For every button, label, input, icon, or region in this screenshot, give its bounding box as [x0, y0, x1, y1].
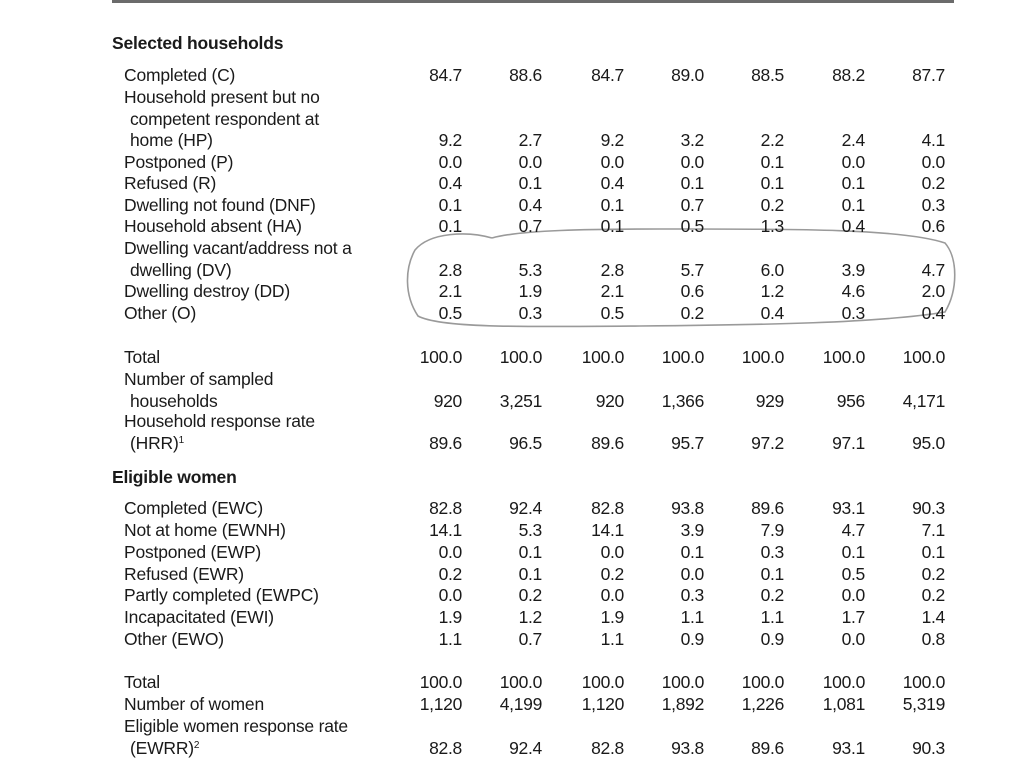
table-cell: 95.7 — [671, 432, 704, 453]
table-cell: 0.3 — [518, 303, 542, 323]
row-label: Other (EWO) — [124, 629, 224, 649]
table-cell: 0.1 — [438, 195, 462, 215]
table-cell: 0.8 — [921, 629, 945, 649]
row-label: Postponed (P) — [124, 152, 234, 172]
table-cell: 0.0 — [841, 152, 865, 172]
table-cell: 0.0 — [518, 152, 542, 172]
table-cell: 956 — [836, 390, 865, 411]
table-cell: 1.4 — [921, 607, 945, 627]
table-cell: 0.1 — [921, 542, 945, 562]
table-cell: 0.4 — [841, 216, 865, 236]
table-cell: 0.5 — [841, 564, 865, 584]
table-cell: 0.1 — [518, 542, 542, 562]
table-cell: 1.7 — [841, 607, 865, 627]
table-cell: 4.7 — [921, 259, 945, 280]
table-cell: 4,199 — [499, 694, 542, 714]
row-label: Other (O) — [124, 303, 197, 323]
table-cell: 89.0 — [671, 65, 704, 85]
table-cell: 0.1 — [438, 216, 462, 236]
table-cell: 0.2 — [921, 585, 945, 605]
table-cell: 6.0 — [760, 259, 784, 280]
table-cell: 92.4 — [509, 737, 542, 758]
table-cell: 0.5 — [680, 216, 704, 236]
table-cell: 88.2 — [832, 65, 865, 85]
table-cell: 0.4 — [600, 173, 624, 193]
table-cell: 2.1 — [438, 281, 462, 301]
table-cell: 100.0 — [499, 347, 542, 367]
table-cell: 82.8 — [591, 737, 624, 758]
table-cell: 1.1 — [600, 629, 624, 649]
table-cell: 0.7 — [680, 195, 704, 215]
table-top-rule — [112, 0, 954, 3]
table-cell: 0.5 — [438, 303, 462, 323]
table-cell: 100.0 — [499, 672, 542, 692]
table-cell: 0.9 — [760, 629, 784, 649]
table-cell: 89.6 — [751, 737, 784, 758]
table-cell: 0.1 — [760, 152, 784, 172]
row-label: competent respondent at — [130, 108, 320, 129]
table-cell: 84.7 — [591, 65, 624, 85]
table-cell: 0.2 — [518, 585, 542, 605]
table-cell: 89.6 — [429, 432, 462, 453]
table-cell: 97.2 — [751, 432, 784, 453]
table-cell: 93.1 — [832, 498, 865, 518]
table-cell: 0.1 — [760, 173, 784, 193]
table-cell: 0.4 — [518, 195, 542, 215]
table-cell: 96.5 — [509, 432, 542, 453]
table-cell: 2.8 — [438, 259, 462, 280]
table-cell: 0.1 — [600, 216, 624, 236]
row-label: households — [130, 390, 218, 411]
table-cell: 2.0 — [921, 281, 945, 301]
table-cell: 3,251 — [499, 390, 542, 411]
table-cell: 82.8 — [429, 498, 462, 518]
table-cell: 82.8 — [591, 498, 624, 518]
row-label: Household absent (HA) — [124, 216, 302, 236]
table-cell: 93.1 — [832, 737, 865, 758]
table-cell: 3.2 — [680, 130, 704, 150]
table-cell: 100.0 — [741, 672, 784, 692]
table-cell: 0.1 — [518, 173, 542, 193]
table-cell: 9.2 — [600, 130, 624, 150]
row-label: dwelling (DV) — [130, 259, 232, 280]
row-label: Dwelling vacant/address not a — [124, 238, 352, 258]
table-cell: 14.1 — [591, 520, 624, 540]
row-label: Number of women — [124, 694, 264, 714]
table-cell: 97.1 — [832, 432, 865, 453]
table-cell: 0.0 — [921, 152, 945, 172]
table-cell: 100.0 — [581, 672, 624, 692]
table-cell: 1,366 — [661, 390, 704, 411]
row-label: Total — [124, 672, 160, 692]
row-label: Completed (EWC) — [124, 498, 263, 518]
row-label: Not at home (EWNH) — [124, 520, 286, 540]
table-cell: 100.0 — [902, 672, 945, 692]
table-cell: 9.2 — [438, 130, 462, 150]
row-label: Refused (EWR) — [124, 564, 244, 584]
table-cell: 0.6 — [921, 216, 945, 236]
row-label: Household response rate — [124, 411, 315, 431]
table-cell: 0.1 — [600, 195, 624, 215]
table-cell: 3.9 — [841, 259, 865, 280]
table-cell: 1,120 — [581, 694, 624, 714]
table-cell: 0.1 — [680, 542, 704, 562]
row-label: Total — [124, 347, 160, 367]
table-cell: 0.2 — [921, 564, 945, 584]
table-cell: 0.1 — [841, 195, 865, 215]
row-label: (HRR)$^1$ — [130, 432, 184, 453]
table-cell: 1.1 — [438, 629, 462, 649]
footnote-marker: 1 — [178, 434, 184, 446]
table-cell: 4.1 — [921, 130, 945, 150]
table-cell: 100.0 — [661, 672, 704, 692]
table-cell: 82.8 — [429, 737, 462, 758]
table-cell: 5,319 — [902, 694, 945, 714]
table-cell: 5.3 — [518, 520, 542, 540]
table-cell: 88.6 — [509, 65, 542, 85]
table-cell: 2.7 — [518, 130, 542, 150]
table-cell: 88.5 — [751, 65, 784, 85]
table-cell: 84.7 — [429, 65, 462, 85]
table-cell: 920 — [595, 390, 624, 411]
table-cell: 100.0 — [822, 347, 865, 367]
table-cell: 0.2 — [600, 564, 624, 584]
table-cell: 0.0 — [438, 542, 462, 562]
table-cell: 7.9 — [760, 520, 784, 540]
table-cell: 0.1 — [680, 173, 704, 193]
table-cell: 0.2 — [438, 564, 462, 584]
table-cell: 0.3 — [680, 585, 704, 605]
table-cell: 87.7 — [912, 65, 945, 85]
table-cell: 0.2 — [921, 173, 945, 193]
table-cell: 2.2 — [760, 130, 784, 150]
table-cell: 3.9 — [680, 520, 704, 540]
table-cell: 14.1 — [429, 520, 462, 540]
row-label: Refused (R) — [124, 173, 217, 193]
table-cell: 1,226 — [741, 694, 784, 714]
table-cell: 90.3 — [912, 498, 945, 518]
table-cell: 5.3 — [518, 259, 542, 280]
table-cell: 89.6 — [751, 498, 784, 518]
table-cell: 1.9 — [518, 281, 542, 301]
table-cell: 0.7 — [518, 216, 542, 236]
table-cell: 1.2 — [760, 281, 784, 301]
table-cell: 0.3 — [760, 542, 784, 562]
table-cell: 0.0 — [600, 152, 624, 172]
table-cell: 4.7 — [841, 520, 865, 540]
table-cell: 1.1 — [680, 607, 704, 627]
row-label: Dwelling destroy (DD) — [124, 281, 290, 301]
table-cell: 0.7 — [518, 629, 542, 649]
table-cell: 0.5 — [600, 303, 624, 323]
table-cell: 100.0 — [902, 347, 945, 367]
row-label: Dwelling not found (DNF) — [124, 195, 316, 215]
table-cell: 0.3 — [841, 303, 865, 323]
table-cell: 0.0 — [438, 152, 462, 172]
table-cell: 100.0 — [581, 347, 624, 367]
table-cell: 0.1 — [518, 564, 542, 584]
table-cell: 0.2 — [680, 303, 704, 323]
row-label: home (HP) — [130, 130, 213, 150]
table-cell: 0.0 — [600, 542, 624, 562]
table-cell: 89.6 — [591, 432, 624, 453]
table-cell: 0.0 — [841, 629, 865, 649]
table-cell: 90.3 — [912, 737, 945, 758]
table-cell: 100.0 — [661, 347, 704, 367]
table-cell: 0.0 — [680, 564, 704, 584]
table-cell: 5.7 — [680, 259, 704, 280]
footnote-marker: 2 — [193, 739, 200, 751]
table-cell: 1.9 — [438, 607, 462, 627]
section-header: Eligible women — [112, 467, 237, 487]
table-cell: 7.1 — [921, 520, 945, 540]
table-cell: 1.3 — [760, 216, 784, 236]
table-cell: 92.4 — [509, 498, 542, 518]
table-cell: 100.0 — [822, 672, 865, 692]
table-cell: 2.4 — [841, 130, 865, 150]
row-label: Household present but no — [124, 87, 320, 107]
table-cell: 100.0 — [419, 672, 462, 692]
table-cell: 1,081 — [822, 694, 865, 714]
table-cell: 100.0 — [741, 347, 784, 367]
table-cell: 0.2 — [760, 195, 784, 215]
row-label: Eligible women response rate — [124, 716, 348, 736]
table-cell: 4,171 — [902, 390, 945, 411]
row-label: Completed (C) — [124, 65, 236, 85]
table-cell: 0.0 — [600, 585, 624, 605]
table-cell: 929 — [755, 390, 784, 411]
table-cell: 100.0 — [419, 347, 462, 367]
row-label: (EWRR)$^2$ — [130, 737, 200, 758]
table-cell: 93.8 — [671, 498, 704, 518]
table-cell: 0.3 — [921, 195, 945, 215]
row-label: Number of sampled — [124, 369, 274, 389]
row-label: Incapacitated (EWI) — [124, 607, 274, 627]
table-cell: 0.9 — [680, 629, 704, 649]
table-cell: 0.4 — [760, 303, 784, 323]
table-cell: 4.6 — [841, 281, 865, 301]
table-cell: 0.2 — [760, 585, 784, 605]
table-cell: 2.8 — [600, 259, 624, 280]
row-label: Postponed (EWP) — [124, 542, 262, 562]
table-cell: 0.4 — [438, 173, 462, 193]
table-cell: 0.1 — [841, 542, 865, 562]
table-cell: 0.4 — [921, 303, 945, 323]
row-label: Partly completed (EWPC) — [124, 585, 319, 605]
table-cell: 2.1 — [600, 281, 624, 301]
table-cell: 0.0 — [680, 152, 704, 172]
section-header: Selected households — [112, 33, 284, 53]
table-cell: 1,892 — [661, 694, 704, 714]
table-cell: 1.1 — [760, 607, 784, 627]
table-cell: 0.0 — [841, 585, 865, 605]
table-cell: 1,120 — [419, 694, 462, 714]
table-cell: 95.0 — [912, 432, 945, 453]
table-cell: 1.2 — [518, 607, 542, 627]
table-cell: 0.1 — [760, 564, 784, 584]
table-cell: 1.9 — [600, 607, 624, 627]
table-cell: 920 — [433, 390, 462, 411]
table-cell: 93.8 — [671, 737, 704, 758]
table-cell: 0.0 — [438, 585, 462, 605]
table-cell: 0.1 — [841, 173, 865, 193]
table-cell: 0.6 — [680, 281, 704, 301]
